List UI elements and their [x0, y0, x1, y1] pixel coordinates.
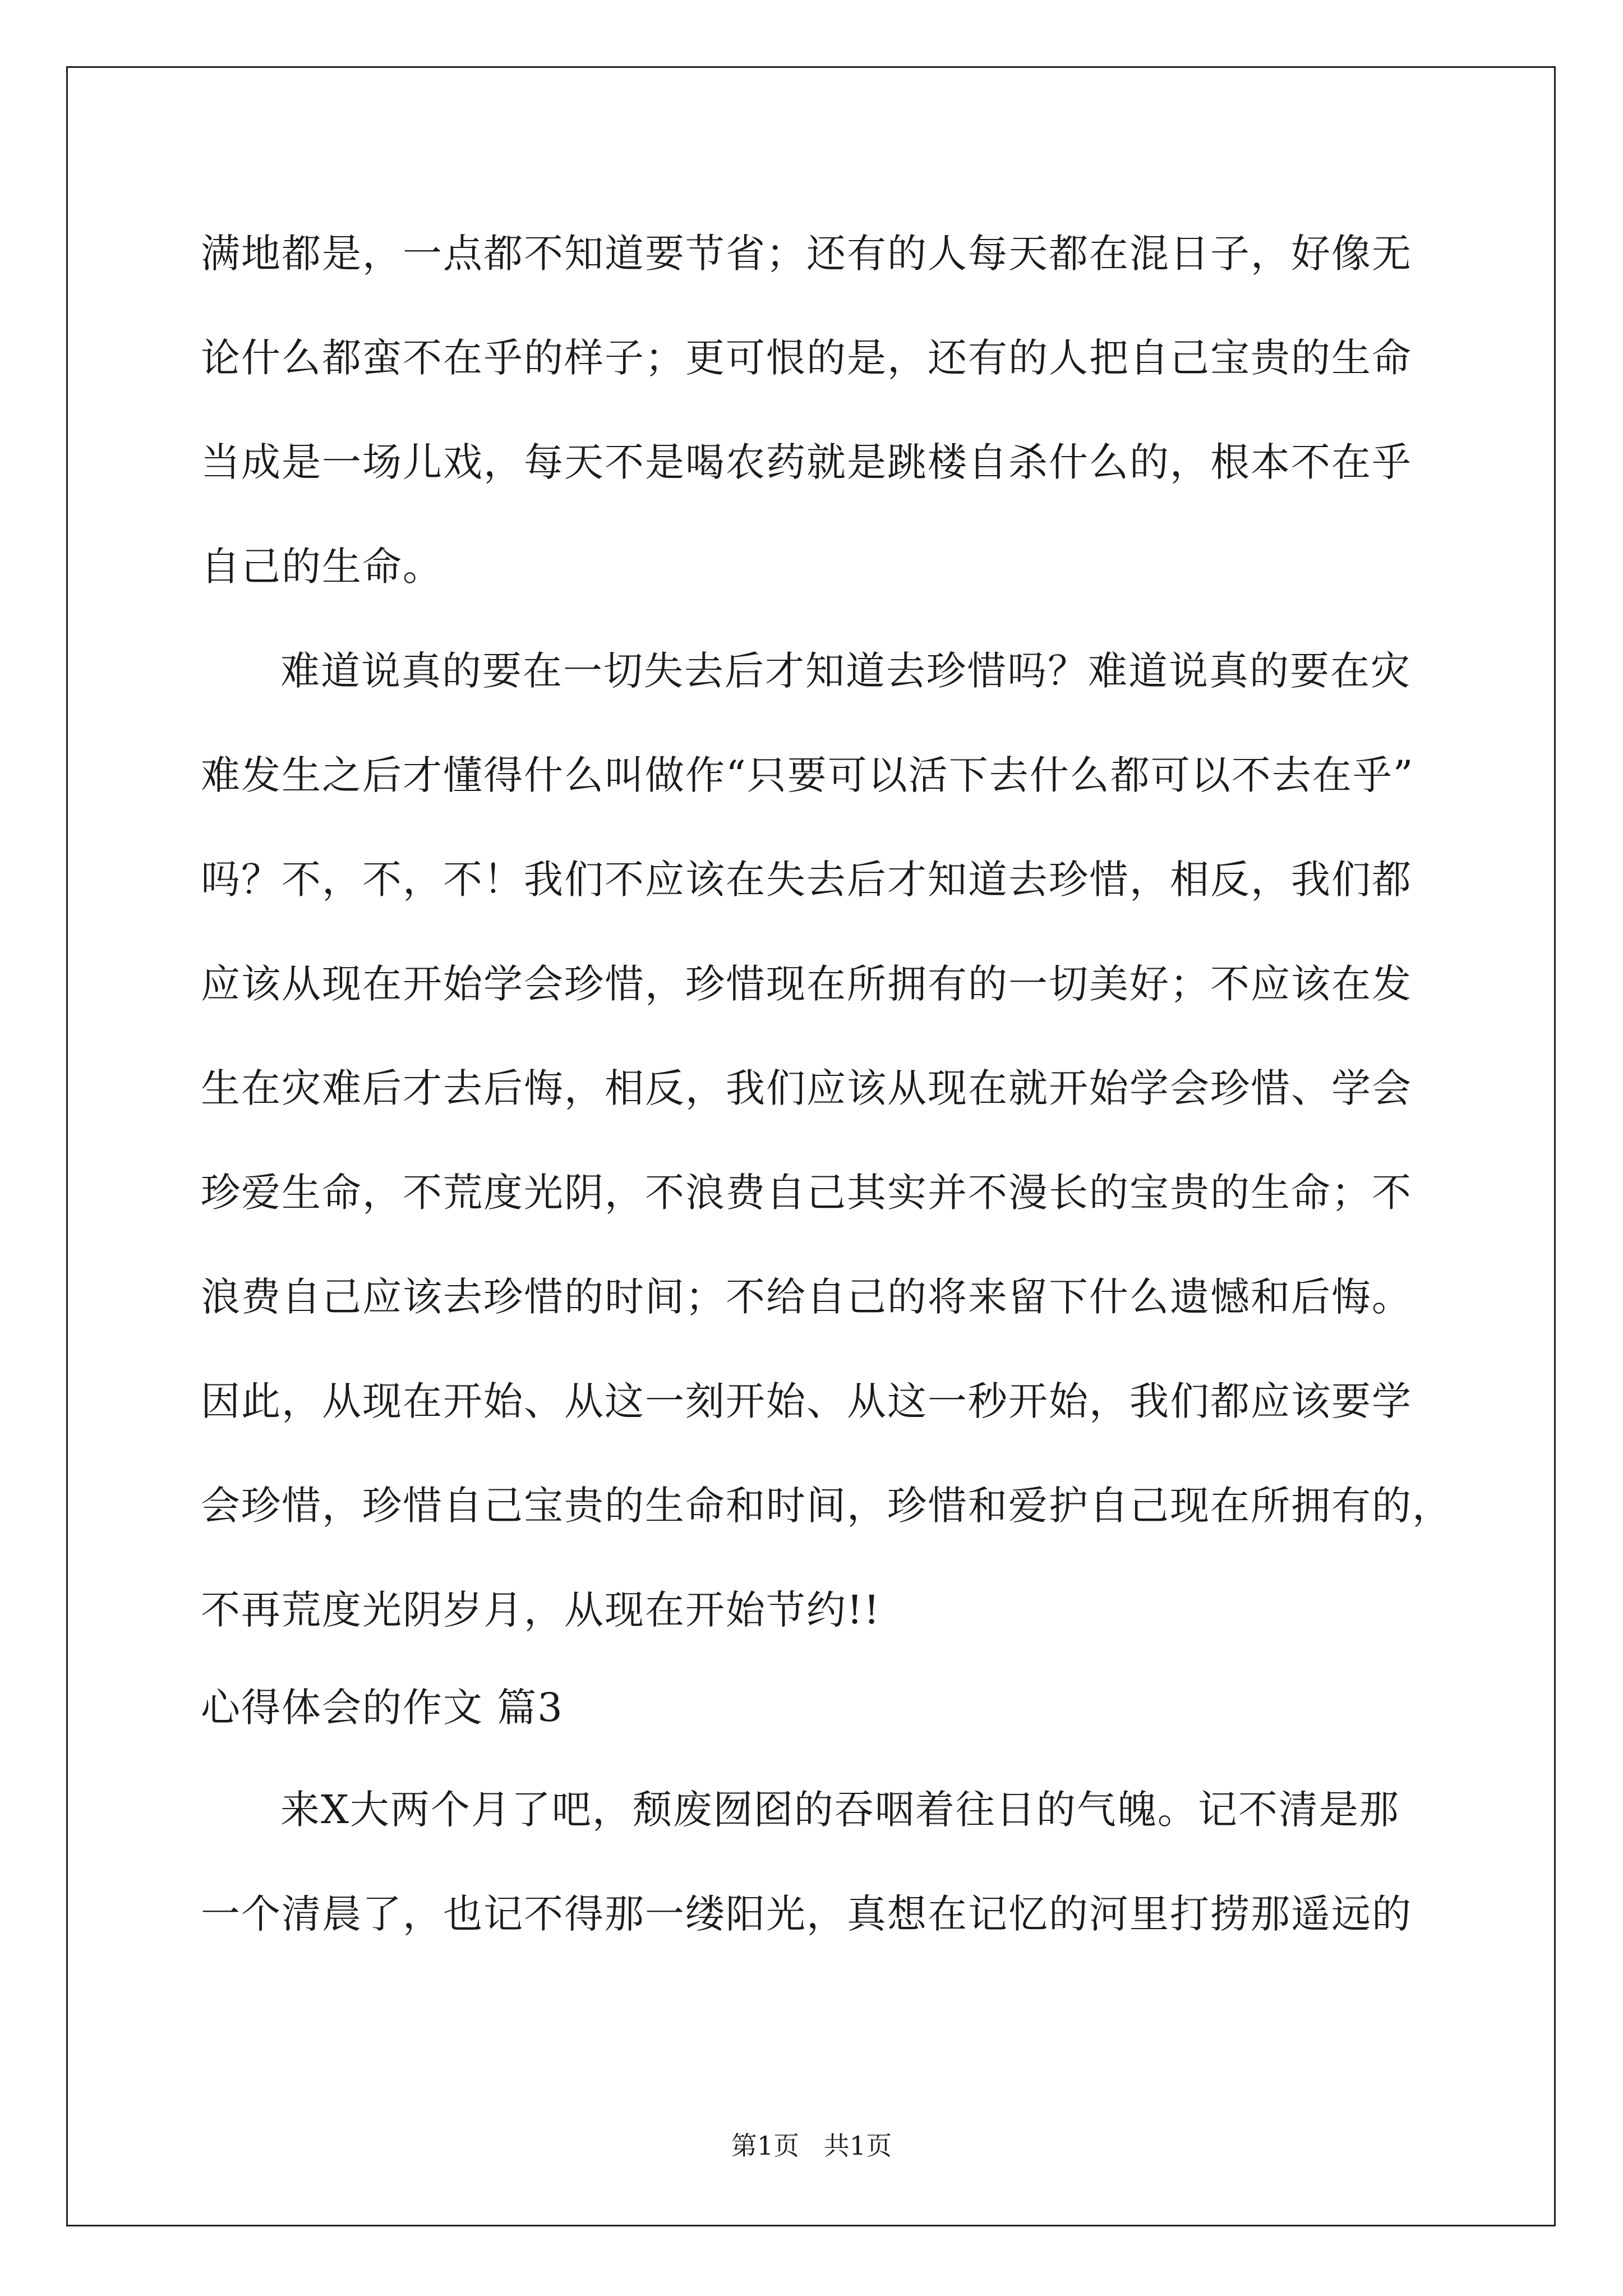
text-line: 会珍惜，珍惜自己宝贵的生命和时间，珍惜和爱护自己现在所拥有的，: [201, 1483, 1453, 1529]
text-line: 因此，从现在开始、从这一刻开始、从这一秒开始，我们都应该要学: [201, 1378, 1412, 1424]
text-line: 不再荒度光阴岁月，从现在开始节约!!: [201, 1587, 881, 1633]
text-line: 珍爱生命，不荒度光阴，不浪费自己其实并不漫长的宝贵的生命；不: [201, 1170, 1412, 1216]
text-line: 生在灾难后才去后悔，相反，我们应该从现在就开始学会珍惜、学会: [201, 1065, 1412, 1111]
text-line: 论什么都蛮不在乎的样子；更可恨的是，还有的人把自己宝贵的生命: [201, 335, 1412, 381]
section-heading: 心得体会的作文 篇3: [201, 1685, 564, 1731]
text-line: 应该从现在开始学会珍惜，珍惜现在所拥有的一切美好；不应该在发: [201, 961, 1412, 1007]
text-line: 吗？不，不，不！我们不应该在失去后才知道去珍惜，相反，我们都: [201, 857, 1412, 903]
text-line: 来X大两个月了吧，颓废囫囵的吞咽着往日的气魄。记不清是那: [280, 1787, 1400, 1833]
text-line: 当成是一场儿戏，每天不是喝农药就是跳楼自杀什么的，根本不在乎: [201, 439, 1412, 485]
text-line: 一个清晨了，也记不得那一缕阳光，真想在记忆的河里打捞那遥远的: [201, 1891, 1412, 1937]
text-line: 难道说真的要在一切失去后才知道去珍惜吗？难道说真的要在灾: [280, 648, 1411, 694]
text-line: 自己的生命。: [201, 544, 443, 590]
text-line: 满地都是，一点都不知道要节省；还有的人每天都在混日子，好像无: [201, 231, 1412, 277]
text-line: 难发生之后才懂得什么叫做作“只要可以活下去什么都可以不去在乎”: [201, 752, 1414, 798]
text-line: 浪费自己应该去珍惜的时间；不给自己的将来留下什么遗憾和后悔。: [201, 1274, 1412, 1320]
page-footer: 第1页 共1页: [731, 2131, 892, 2161]
